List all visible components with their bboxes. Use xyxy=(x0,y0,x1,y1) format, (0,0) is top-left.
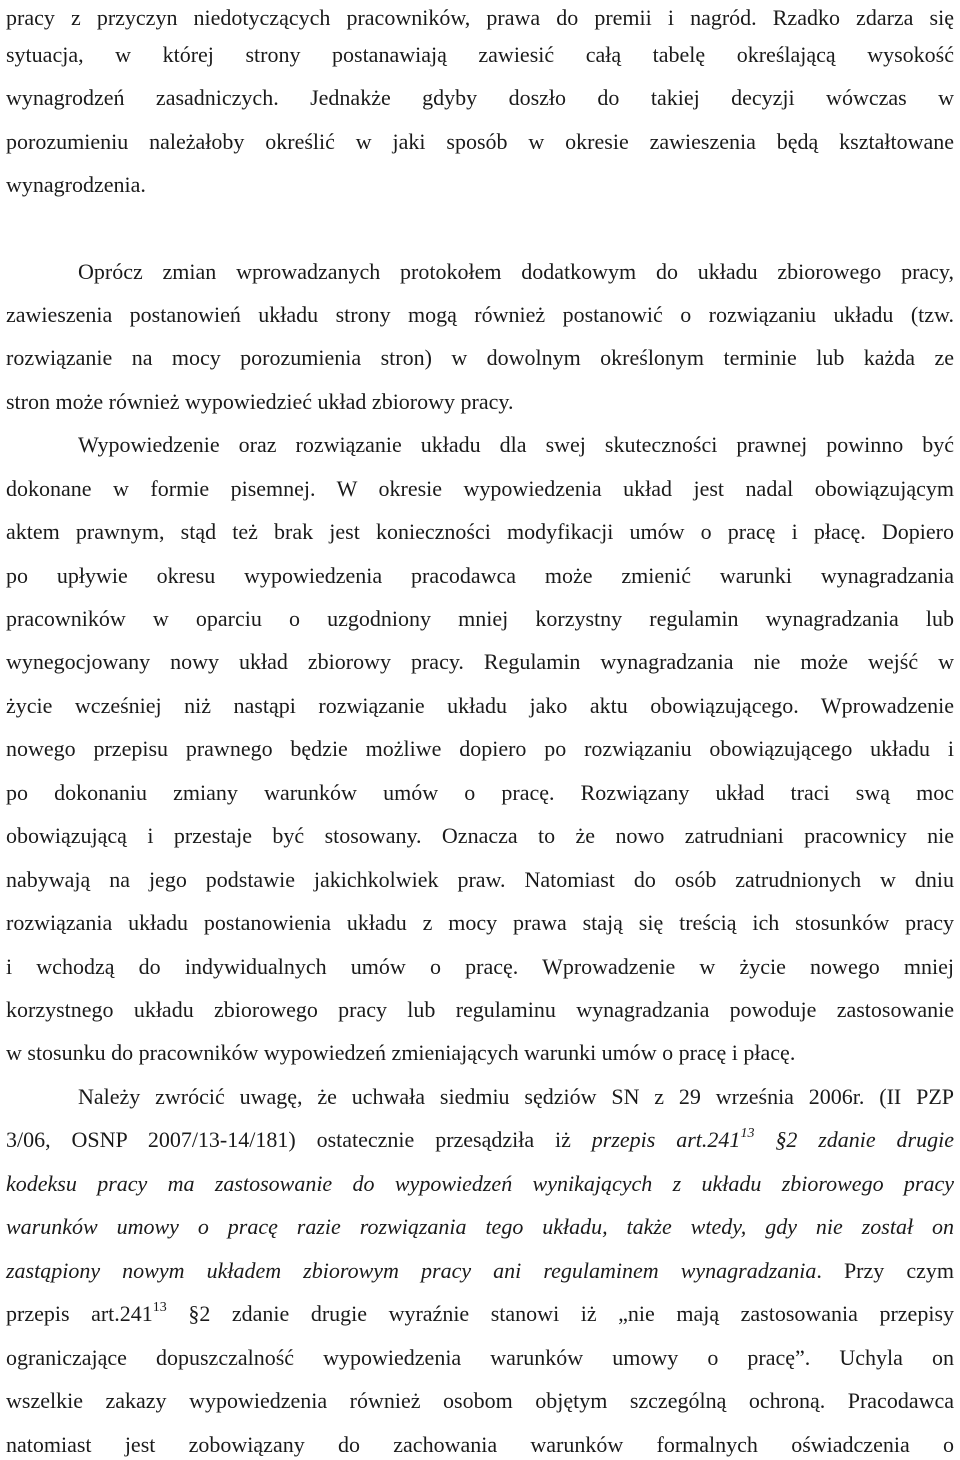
text-line: wynegocjowany nowy układ zbiorowy pracy. Regulamin wynagradzania nie może wejść w xyxy=(6,649,954,674)
text-line: wynagrodzenia. xyxy=(6,172,146,197)
text-line xyxy=(6,1118,954,1162)
text-line: natomiast jest zobowiązany do zachowania warunków formalnych oświadczenia o xyxy=(6,1432,954,1457)
text-line: sytuacja, w której strony postanawiają zawiesić całą tabelę określającą wysokość xyxy=(6,42,954,67)
text-segment: §2 zdanie drugie wyraźnie stanowi iż „nie mają zastosowania przepisy xyxy=(166,1301,954,1326)
text-line-italic: warunków umowy o pracę razie rozwiązania tego układu, także wtedy, gdy nie został on xyxy=(6,1214,954,1239)
text-line-italic: kodeksu pracy ma zastosowanie do wypowiedzeń wynikających z układu zbiorowego pracy xyxy=(6,1171,954,1196)
paragraph-first-line: Należy zwrócić uwagę, że uchwała siedmiu sędziów SN z 29 września 2006r. (II PZP xyxy=(78,1084,954,1109)
text-line: wynagrodzeń zasadniczych. Jednakże gdyby doszło do takiej decyzji wówczas w xyxy=(6,85,954,110)
text-line: życie wcześniej niż nastąpi rozwiązanie układu jako aktu obowiązującego. Wprowadzenie xyxy=(6,693,954,718)
superscript: 13 xyxy=(740,1126,755,1141)
paragraph-first-line: Wypowiedzenie oraz rozwiązanie układu dla swej skuteczności prawnej powinno być xyxy=(78,432,954,457)
text-line: nabywają na jego podstawie jakichkolwiek praw. Natomiast do osób zatrudnionych w dniu xyxy=(6,867,954,892)
text-line: rozwiązanie na mocy porozumienia stron) w dowolnym określonym terminie lub każda ze xyxy=(6,345,954,370)
text-segment-italic: §2 zdanie drugie xyxy=(754,1127,954,1152)
paragraph-first-line: Oprócz zmian wprowadzanych protokołem dodatkowym do układu zbiorowego pracy, xyxy=(78,259,954,284)
text-line: po upływie okresu wypowiedzenia pracodawca może zmienić warunki wynagradzania xyxy=(6,563,954,588)
text-segment-italic: zastąpiony nowym układem zbiorowym pracy ani regulaminem wynagradzania xyxy=(6,1258,817,1283)
text-segment: . Przy czym xyxy=(816,1258,954,1283)
text-line: obowiązującą i przestaje być stosowany. Oznacza to że nowo zatrudniani pracownicy nie xyxy=(6,823,954,848)
text-segment-italic: przepis art.241 xyxy=(591,1127,741,1152)
text-line: rozwiązania układu postanowienia układu z mocy prawa stają się treścią ich stosunków pracy xyxy=(6,910,954,935)
text-line: i wchodzą do indywidualnych umów o pracę. Wprowadzenie w życie nowego mniej xyxy=(6,954,954,979)
text-line: porozumieniu należałoby określić w jaki sposób w okresie zawieszenia będą kształtowane xyxy=(6,129,954,154)
text-segment: 3/06, OSNP 2007/13-14/181) ostatecznie przesądziła iż xyxy=(6,1127,592,1152)
text-line: nowego przepisu prawnego będzie możliwe dopiero po rozwiązaniu obowiązującego układu i xyxy=(6,736,954,761)
superscript: 13 xyxy=(152,1300,167,1315)
text-line: ograniczające dopuszczalność wypowiedzenia warunków umowy o pracę”. Uchyla on xyxy=(6,1345,954,1370)
text-line: wszelkie zakazy wypowiedzenia również osobom objętym szczególną ochroną. Pracodawca xyxy=(6,1388,954,1413)
text-line: po dokonaniu zmiany warunków umów o pracę. Rozwiązany układ traci swą moc xyxy=(6,780,954,805)
text-segment: przepis art.241 xyxy=(6,1301,153,1326)
text-line: dokonane w formie pisemnej. W okresie wypowiedzenia układ jest nadal obowiązującym xyxy=(6,476,954,501)
text-line: korzystnego układu zbiorowego pracy lub regulaminu wynagradzania powoduje zastosowanie xyxy=(6,997,954,1022)
text-line: pracowników w oparciu o uzgodniony mniej korzystny regulamin wynagradzania lub xyxy=(6,606,954,631)
text-line: stron może również wypowiedzieć układ zbiorowy pracy. xyxy=(6,389,514,414)
text-line: zawieszenia postanowień układu strony mogą również postanowić o rozwiązaniu układu (tzw. xyxy=(6,302,954,327)
text-line: w stosunku do pracowników wypowiedzeń zmieniających warunki umów o pracę i płacę. xyxy=(6,1040,796,1065)
text-line: aktem prawnym, stąd też brak jest konieczności modyfikacji umów o pracę i płacę. Dopiero xyxy=(6,519,954,544)
text-line xyxy=(6,1249,954,1293)
text-line: pracy z przyczyn niedotyczących pracowników, prawa do premii i nagród. Rzadko zdarza się xyxy=(6,5,954,30)
text-line xyxy=(6,1292,954,1336)
